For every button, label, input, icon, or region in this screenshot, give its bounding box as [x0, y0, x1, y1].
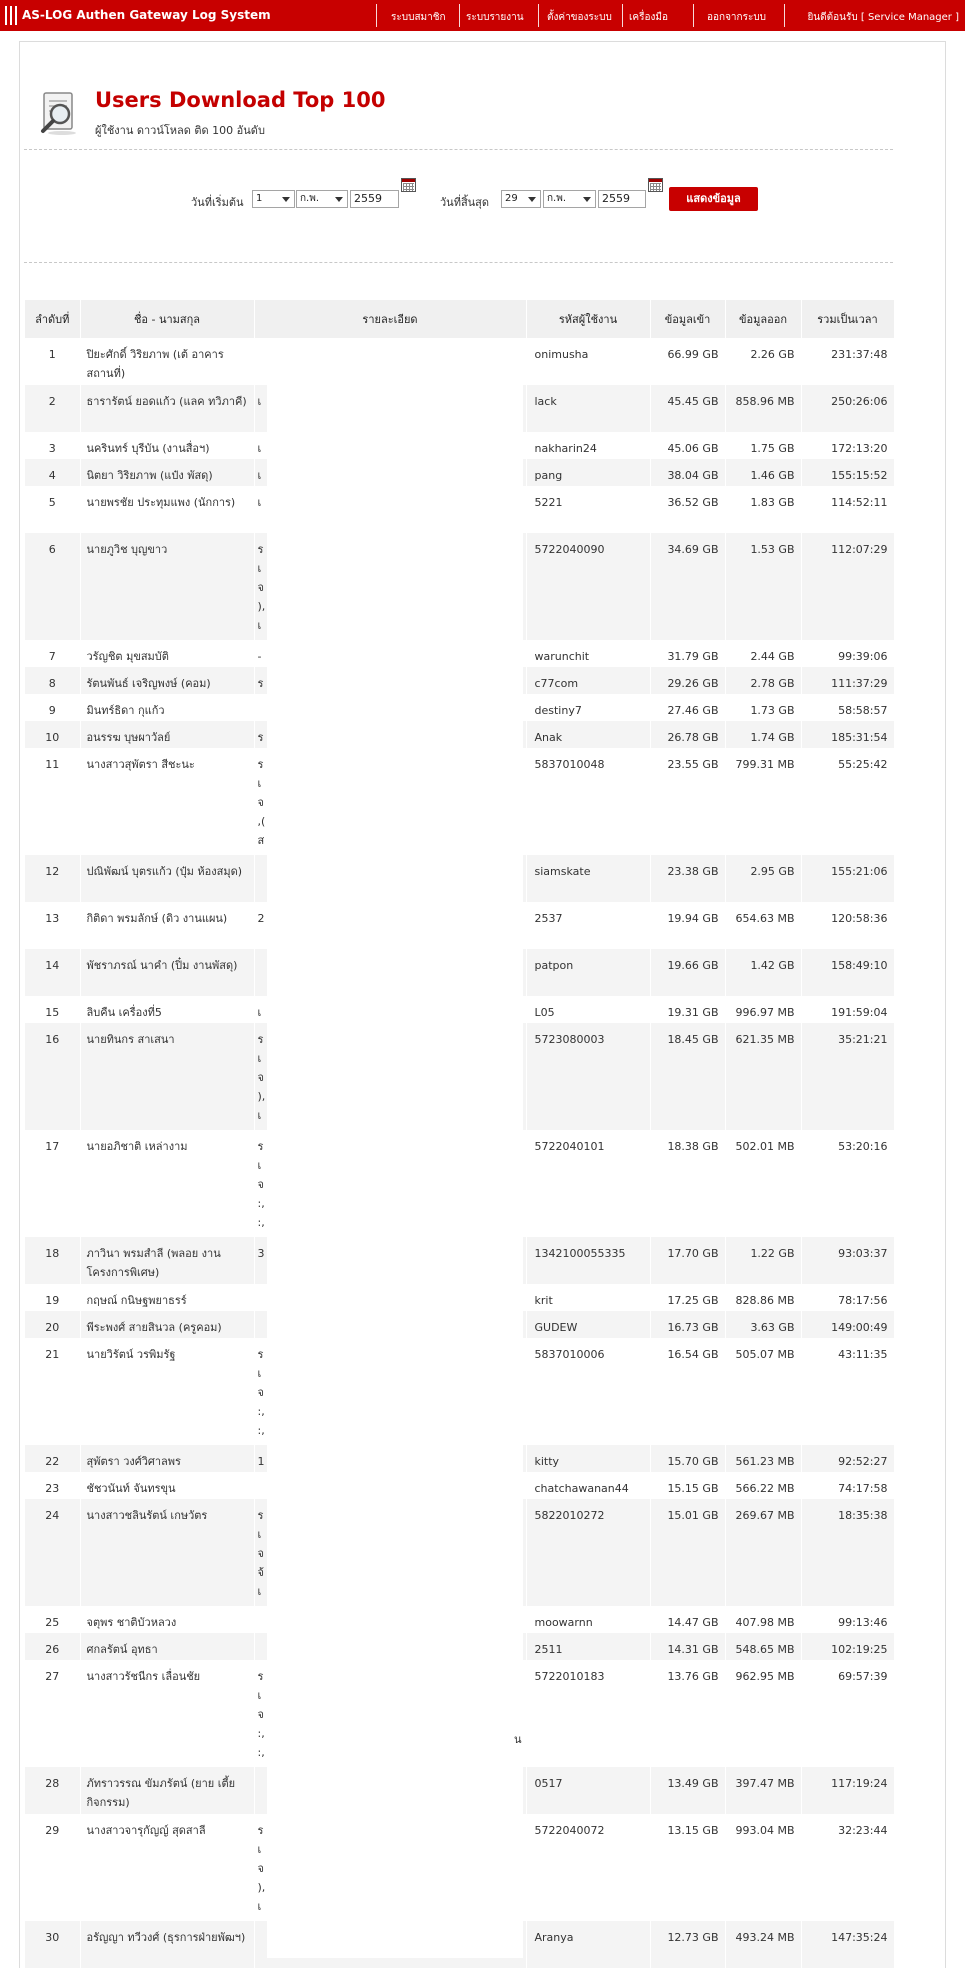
rank-cell: 22	[25, 1445, 80, 1472]
data-in-cell: 38.04 GB	[650, 459, 725, 486]
nav-reports[interactable]: ระบบรายงาน	[466, 12, 524, 23]
rank-cell: 3	[25, 432, 80, 459]
start-month-value: ก.พ.	[300, 193, 320, 204]
name-cell: พีระพงศ์ สายสินวล (ครูคอม)	[80, 1311, 254, 1338]
rank-cell: 15	[25, 996, 80, 1023]
end-month-value: ก.พ.	[547, 193, 567, 204]
name-cell: กิติดา พรมลักษ์ (ดิว งานแผน)	[80, 902, 254, 949]
data-in-cell: 18.45 GB	[650, 1023, 725, 1130]
user-id-cell: Anak	[526, 721, 650, 748]
user-id-cell: 5221	[526, 486, 650, 533]
page-subtitle: ผู้ใช้งาน ดาวน์โหลด ติด 100 อันดับ	[95, 124, 265, 137]
detail-cell: ร	[254, 667, 526, 694]
data-out-cell: 654.63 MB	[725, 902, 801, 949]
data-out-cell: 2.78 GB	[725, 667, 801, 694]
user-id-cell: pang	[526, 459, 650, 486]
data-in-cell: 36.52 GB	[650, 486, 725, 533]
total-time-cell: 55:25:42	[801, 748, 894, 855]
data-in-cell: 13.49 GB	[650, 1767, 725, 1814]
total-time-cell: 32:23:44	[801, 1814, 894, 1921]
total-time-cell: 147:35:24	[801, 1921, 894, 1968]
data-out-cell: 993.04 MB	[725, 1814, 801, 1921]
data-in-cell: 13.15 GB	[650, 1814, 725, 1921]
header-out[interactable]: ข้อมูลออก	[725, 300, 801, 338]
data-in-cell: 13.76 GB	[650, 1660, 725, 1767]
chevron-down-icon	[282, 197, 290, 202]
end-year-input[interactable]: 2559	[598, 190, 646, 208]
name-cell: นายวิรัตน์ วรพิมรัฐ	[80, 1338, 254, 1445]
total-time-cell: 43:11:35	[801, 1338, 894, 1445]
user-id-cell: siamskate	[526, 855, 650, 902]
user-id-cell: L05	[526, 996, 650, 1023]
rank-cell: 26	[25, 1633, 80, 1660]
total-time-cell: 155:15:52	[801, 459, 894, 486]
main-nav	[0, 0, 965, 31]
header-rank[interactable]: ลำดับที่	[25, 300, 80, 338]
name-cell: วรัญชิต มุขสมบัติ	[80, 640, 254, 667]
end-day-select[interactable]	[501, 190, 541, 208]
total-time-cell: 92:52:27	[801, 1445, 894, 1472]
header-name[interactable]: ชื่อ - นามสกุล	[80, 300, 254, 338]
detail-cell: ร เ จ ), เ	[254, 533, 526, 640]
total-time-cell: 191:59:04	[801, 996, 894, 1023]
user-id-cell: krit	[526, 1284, 650, 1311]
name-cell: จตุพร ชาติบัวหลวง	[80, 1606, 254, 1633]
name-cell: พัชราภรณ์ นาคำ (ปิ๋ม งานพัสดุ)	[80, 949, 254, 996]
user-id-cell: 5723080003	[526, 1023, 650, 1130]
data-in-cell: 16.73 GB	[650, 1311, 725, 1338]
name-cell: นางสาวชลินรัตน์ เกษวัตร	[80, 1499, 254, 1606]
data-in-cell: 27.46 GB	[650, 694, 725, 721]
data-out-cell: 858.96 MB	[725, 385, 801, 432]
name-cell: อนรรฆ บุษผาวัลย์	[80, 721, 254, 748]
data-out-cell: 799.31 MB	[725, 748, 801, 855]
data-in-cell: 19.66 GB	[650, 949, 725, 996]
start-day-value: 1	[256, 193, 263, 204]
name-cell: ปิยะศักดิ์ วิริยภาพ (เต้ อาคารสถานที่)	[80, 338, 254, 385]
detail-cell: 2	[254, 902, 526, 949]
data-in-cell: 15.15 GB	[650, 1472, 725, 1499]
total-time-cell: 155:21:06	[801, 855, 894, 902]
nav-members[interactable]: ระบบสมาชิก	[391, 12, 446, 23]
detail-cell: เ	[254, 486, 526, 533]
user-id-cell: 5837010048	[526, 748, 650, 855]
divider	[24, 149, 893, 150]
total-time-cell: 231:37:48	[801, 338, 894, 385]
detail-cell: ร เ จ ), เ	[254, 1814, 526, 1921]
name-cell: มินทร์ธิดา กุแก้ว	[80, 694, 254, 721]
data-in-cell: 15.70 GB	[650, 1445, 725, 1472]
end-date-label: วันที่สิ้นสุด	[440, 196, 490, 209]
header-user[interactable]: รหัสผู้ใช้งาน	[526, 300, 650, 338]
rank-cell: 24	[25, 1499, 80, 1606]
detail-cell: ร เ จ จ้ เ	[254, 1499, 526, 1606]
detail-cell: 3	[254, 1237, 526, 1284]
table-header-row	[25, 300, 894, 338]
total-time-cell: 99:39:06	[801, 640, 894, 667]
total-time-cell: 117:19:24	[801, 1767, 894, 1814]
name-cell: ชัชวนันท์ จันทรขุน	[80, 1472, 254, 1499]
data-in-cell: 23.38 GB	[650, 855, 725, 902]
data-in-cell: 16.54 GB	[650, 1338, 725, 1445]
end-day-value: 29	[505, 193, 518, 204]
data-in-cell: 17.70 GB	[650, 1237, 725, 1284]
chevron-down-icon	[335, 197, 343, 202]
start-calendar-icon[interactable]	[401, 178, 416, 192]
user-id-cell: GUDEW	[526, 1311, 650, 1338]
rank-cell: 12	[25, 855, 80, 902]
name-cell: ลิบคืน เครื่องที่5	[80, 996, 254, 1023]
name-cell: นายภูวิช บุญขาว	[80, 533, 254, 640]
data-in-cell: 19.94 GB	[650, 902, 725, 949]
rank-cell: 29	[25, 1814, 80, 1921]
data-out-cell: 502.01 MB	[725, 1130, 801, 1237]
total-time-cell: 53:20:16	[801, 1130, 894, 1237]
rank-cell: 19	[25, 1284, 80, 1311]
name-cell: ปณิพัฒน์ บุตรแก้ว (ปุ๋ม ห้องสมุด)	[80, 855, 254, 902]
detail-cell: ร เ จ :, :,	[254, 1130, 526, 1237]
detail-cell: -	[254, 640, 526, 667]
rank-cell: 6	[25, 533, 80, 640]
detail-cell: 1	[254, 1445, 526, 1472]
user-id-cell: 2537	[526, 902, 650, 949]
header-time[interactable]: รวมเป็นเวลา	[801, 300, 894, 338]
data-in-cell: 19.31 GB	[650, 996, 725, 1023]
total-time-cell: 185:31:54	[801, 721, 894, 748]
top-bar	[0, 0, 965, 31]
name-cell: กฤษณ์ กนิษฐพยาธรร์	[80, 1284, 254, 1311]
rank-cell: 2	[25, 385, 80, 432]
rank-cell: 18	[25, 1237, 80, 1284]
data-out-cell: 1.42 GB	[725, 949, 801, 996]
start-date-label: วันที่เริ่มต้น	[191, 196, 244, 209]
rank-cell: 25	[25, 1606, 80, 1633]
name-cell: นางสาวสุพัตรา สีชะนะ	[80, 748, 254, 855]
total-time-cell: 78:17:56	[801, 1284, 894, 1311]
data-out-cell: 566.22 MB	[725, 1472, 801, 1499]
name-cell: นครินทร์ บุรีบัน (งานสื่อฯ)	[80, 432, 254, 459]
chevron-down-icon	[528, 197, 536, 202]
data-out-cell: 1.73 GB	[725, 694, 801, 721]
total-time-cell: 250:26:06	[801, 385, 894, 432]
rank-cell: 7	[25, 640, 80, 667]
data-in-cell: 14.47 GB	[650, 1606, 725, 1633]
stray-text: น	[514, 1733, 522, 1746]
data-in-cell: 12.73 GB	[650, 1921, 725, 1968]
name-cell: รัตนพันธ์ เจริญพงษ์ (คอม)	[80, 667, 254, 694]
divider	[24, 262, 893, 263]
rank-cell: 9	[25, 694, 80, 721]
data-out-cell: 407.98 MB	[725, 1606, 801, 1633]
name-cell: ภาวินา พรมสำลี (พลอย งานโครงการพิเศษ)	[80, 1237, 254, 1284]
data-out-cell: 3.63 GB	[725, 1311, 801, 1338]
data-out-cell: 828.86 MB	[725, 1284, 801, 1311]
magnifier-document-icon	[38, 90, 84, 136]
header-detail[interactable]: รายละเอียด	[254, 300, 526, 338]
rank-cell: 16	[25, 1023, 80, 1130]
rank-cell: 20	[25, 1311, 80, 1338]
user-id-cell: 5722040090	[526, 533, 650, 640]
data-out-cell: 996.97 MB	[725, 996, 801, 1023]
name-cell: นางสาวรัชนีกร เลื่อนชัย	[80, 1660, 254, 1767]
nav-settings[interactable]: ตั้งค่าของระบบ	[547, 12, 612, 23]
app-brand[interactable]: AS-LOG Authen Gateway Log System	[22, 8, 271, 22]
name-cell: ศกลรัตน์ อุทธา	[80, 1633, 254, 1660]
data-in-cell: 66.99 GB	[650, 338, 725, 385]
nav-tools[interactable]: เครื่องมือ	[629, 12, 668, 23]
start-month-select[interactable]	[296, 190, 348, 208]
data-out-cell: 1.83 GB	[725, 486, 801, 533]
name-cell: นายทินกร สาเสนา	[80, 1023, 254, 1130]
data-out-cell: 269.67 MB	[725, 1499, 801, 1606]
name-cell: นายอภิชาติ เหล่างาม	[80, 1130, 254, 1237]
user-id-cell: 1342100055335	[526, 1237, 650, 1284]
data-out-cell: 1.74 GB	[725, 721, 801, 748]
end-month-select[interactable]	[543, 190, 596, 208]
rank-cell: 1	[25, 338, 80, 385]
data-in-cell: 45.45 GB	[650, 385, 725, 432]
rank-cell: 30	[25, 1921, 80, 1968]
chevron-down-icon	[583, 197, 591, 202]
rank-cell: 4	[25, 459, 80, 486]
name-cell: ภัทราวรรณ ขัมภรัตน์ (ยาย เตี้ย กิจกรรม)	[80, 1767, 254, 1814]
detail-cell: เ	[254, 996, 526, 1023]
user-id-cell: destiny7	[526, 694, 650, 721]
data-out-cell: 1.75 GB	[725, 432, 801, 459]
rank-cell: 27	[25, 1660, 80, 1767]
user-id-cell: lack	[526, 385, 650, 432]
data-in-cell: 34.69 GB	[650, 533, 725, 640]
rank-cell: 21	[25, 1338, 80, 1445]
data-out-cell: 621.35 MB	[725, 1023, 801, 1130]
welcome-user[interactable]: ยินดีต้อนรับ [ Service Manager ]	[807, 12, 959, 23]
user-id-cell: patpon	[526, 949, 650, 996]
data-out-cell: 505.07 MB	[725, 1338, 801, 1445]
data-in-cell: 17.25 GB	[650, 1284, 725, 1311]
user-id-cell: 5837010006	[526, 1338, 650, 1445]
user-id-cell: c77com	[526, 667, 650, 694]
total-time-cell: 120:58:36	[801, 902, 894, 949]
user-id-cell: moowarnn	[526, 1606, 650, 1633]
total-time-cell: 99:13:46	[801, 1606, 894, 1633]
rank-cell: 14	[25, 949, 80, 996]
total-time-cell: 114:52:11	[801, 486, 894, 533]
detail-cell: เ	[254, 432, 526, 459]
detail-cell: ร เ จ ), เ	[254, 1023, 526, 1130]
total-time-cell: 172:13:20	[801, 432, 894, 459]
detail-cell: ร	[254, 721, 526, 748]
data-out-cell: 1.22 GB	[725, 1237, 801, 1284]
name-cell: อรัญญา ทวีวงศ์ (ธุรการฝ่ายพัฒฯ)	[80, 1921, 254, 1968]
total-time-cell: 158:49:10	[801, 949, 894, 996]
total-time-cell: 35:21:21	[801, 1023, 894, 1130]
page-title: Users Download Top 100	[95, 88, 386, 112]
nav-logout[interactable]: ออกจากระบบ	[707, 12, 767, 23]
detail-cell: ร เ จ ,( ส	[254, 748, 526, 855]
user-id-cell: onimusha	[526, 338, 650, 385]
data-in-cell: 18.38 GB	[650, 1130, 725, 1237]
detail-cell: เ	[254, 385, 526, 432]
user-id-cell: nakharin24	[526, 432, 650, 459]
data-out-cell: 2.26 GB	[725, 338, 801, 385]
total-time-cell: 58:58:57	[801, 694, 894, 721]
data-out-cell: 548.65 MB	[725, 1633, 801, 1660]
data-in-cell: 26.78 GB	[650, 721, 725, 748]
user-id-cell: chatchawanan44	[526, 1472, 650, 1499]
end-calendar-icon[interactable]	[648, 178, 663, 192]
total-time-cell: 74:17:58	[801, 1472, 894, 1499]
rank-cell: 13	[25, 902, 80, 949]
user-id-cell: 5822010272	[526, 1499, 650, 1606]
name-cell: นายพรชัย ประทุมแพง (นักการ)	[80, 486, 254, 533]
data-out-cell: 2.44 GB	[725, 640, 801, 667]
data-in-cell: 15.01 GB	[650, 1499, 725, 1606]
data-out-cell: 1.53 GB	[725, 533, 801, 640]
rank-cell: 28	[25, 1767, 80, 1814]
rank-cell: 17	[25, 1130, 80, 1237]
name-cell: ธารารัตน์ ยอดแก้ว (แลค ทวิภาคี)	[80, 385, 254, 432]
total-time-cell: 149:00:49	[801, 1311, 894, 1338]
data-out-cell: 962.95 MB	[725, 1660, 801, 1767]
user-id-cell: 5722040101	[526, 1130, 650, 1237]
data-out-cell: 2.95 GB	[725, 855, 801, 902]
detail-cell: เ	[254, 459, 526, 486]
total-time-cell: 102:19:25	[801, 1633, 894, 1660]
data-in-cell: 31.79 GB	[650, 640, 725, 667]
data-in-cell: 23.55 GB	[650, 748, 725, 855]
rank-cell: 10	[25, 721, 80, 748]
data-out-cell: 561.23 MB	[725, 1445, 801, 1472]
user-id-cell: warunchit	[526, 640, 650, 667]
data-in-cell: 29.26 GB	[650, 667, 725, 694]
name-cell: สุพัตรา วงศ์วิศาลพร	[80, 1445, 254, 1472]
show-data-button[interactable]: แสดงข้อมูล	[669, 187, 758, 211]
rank-cell: 5	[25, 486, 80, 533]
header-in[interactable]: ข้อมูลเข้า	[650, 300, 725, 338]
user-id-cell: Aranya	[526, 1921, 650, 1968]
total-time-cell: 111:37:29	[801, 667, 894, 694]
rank-cell: 8	[25, 667, 80, 694]
user-id-cell: 2511	[526, 1633, 650, 1660]
total-time-cell: 18:35:38	[801, 1499, 894, 1606]
start-day-select[interactable]	[252, 190, 295, 208]
data-in-cell: 14.31 GB	[650, 1633, 725, 1660]
total-time-cell: 112:07:29	[801, 533, 894, 640]
detail-cell: ร เ จ :, :,	[254, 1660, 526, 1767]
data-out-cell: 1.46 GB	[725, 459, 801, 486]
user-id-cell: kitty	[526, 1445, 650, 1472]
detail-column-mask	[267, 338, 523, 1958]
name-cell: นางสาวจารุกัญญ์ สุดสาลี	[80, 1814, 254, 1921]
user-id-cell: 0517	[526, 1767, 650, 1814]
start-year-input[interactable]: 2559	[350, 190, 399, 208]
data-out-cell: 397.47 MB	[725, 1767, 801, 1814]
total-time-cell: 69:57:39	[801, 1660, 894, 1767]
user-id-cell: 5722040072	[526, 1814, 650, 1921]
rank-cell: 23	[25, 1472, 80, 1499]
data-in-cell: 45.06 GB	[650, 432, 725, 459]
rank-cell: 11	[25, 748, 80, 855]
data-out-cell: 493.24 MB	[725, 1921, 801, 1968]
detail-cell: ร เ จ :, :,	[254, 1338, 526, 1445]
user-id-cell: 5722010183	[526, 1660, 650, 1767]
name-cell: นิตยา วิริยภาพ (แป๋ง พัสดุ)	[80, 459, 254, 486]
total-time-cell: 93:03:37	[801, 1237, 894, 1284]
